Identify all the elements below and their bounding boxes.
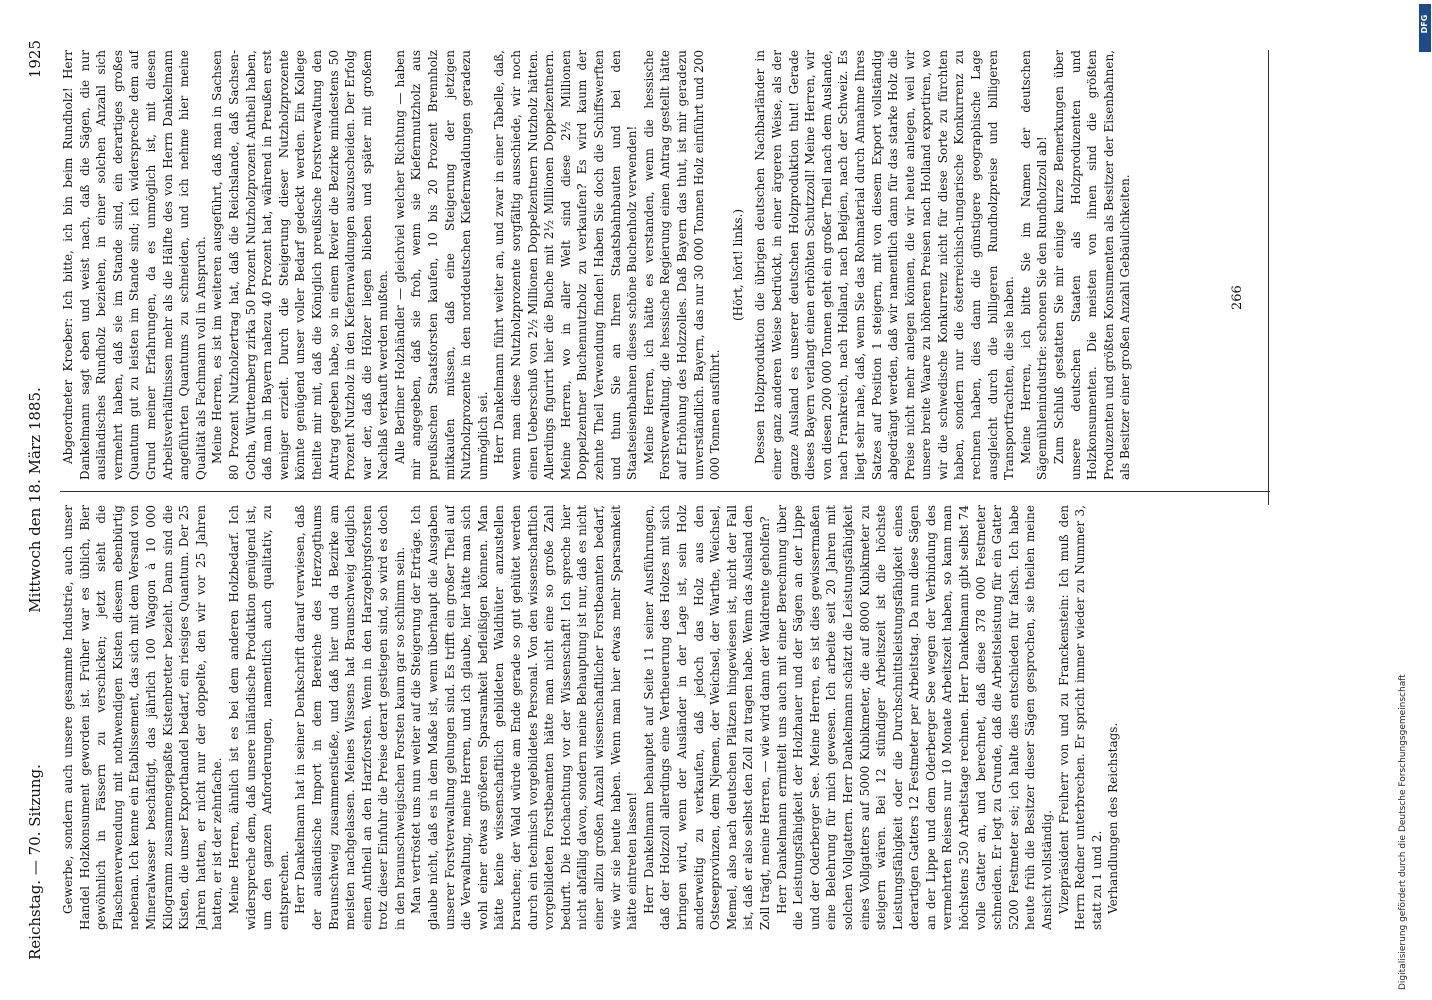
paragraph: Gewerbe, sondern auch unsere gesammte Industrie, auch unser Handel Holzkonsument geworden ist. Früher war es üblich, Bier gewöhnlich in Fässern zu verschicken; jetzt sieht die Flaschenverwendung mit nothwendigen Kisten diesem ebenbürtig nebenan. Ich kenne ein Etablissement, das sich mit dem Versand von Mineralwasser beschäftigt, das jährlich 100 Waggon à 10 000 Kilogramm zusammengepaßte Kistenbretter bezieht. Dann sind die Kisten, die unser Exporthandel bedarf, ein riesiges Quantum. Der 25 Jahren hatten, er nicht nur der doppelte, den wir vor 25 Jahren hatten, er ist der zehnfache. [61, 505, 225, 930]
header-page-number: 1925 [26, 40, 44, 79]
text-column-right [60, 50, 1230, 480]
paragraph: Vizepräsident Freiherr von und zu Franckenstein: Ich muß den Herrn Redner unterbrechen. Er spricht immer wieder zu Nummer 3, statt zu 1 und 2. [1056, 505, 1104, 930]
header-date: Mittwoch den 18. März 1885. [26, 387, 44, 613]
paragraph: Meine Herren, ich bitte Sie im Namen der deutschen Sägemühlenindustrie: schonen Sie den Rundholzzoll ab! [1018, 50, 1050, 480]
column-divider [60, 491, 1270, 492]
horizontal-rule [1268, 50, 1269, 505]
dfg-notice: Digitalisierung gefördert durch die Deutsche Forschungsgemeinschaft [1398, 674, 1408, 990]
paragraph: Herr Dankelmann hat in seiner Denkschrift darauf verwiesen, daß der ausländische Import in dem Bereiche des Herzogthums Braunschweig zusammenstieße, und daß hier und da Bezirke am meisten nachgelassen. Meines Wissens hat Braunschweig lediglich einen Antheil an den Harzforsten. Wenn in den Harzgebirgsforsten trotz dieser Einfuhr die Preise derart gestiegen sind, so wird es doch in den braunschweigischen Forsten kaum gar so schlimm sein. [293, 505, 407, 930]
paragraph: Zum Schluß gestatten Sie mir einige kurze Bemerkungen über unsere deutschen Staaten als Holzproduzenten und Holzkonsumenten. Die meisten von ihnen sind die größten Produzenten und größten Konsumenten als Besitzer der Eisenbahnen, als Besitzer einer großen Anzahl Gebäulichkeiten. [1052, 50, 1133, 480]
paragraph: Herr Dankelmann führt weiter an, und zwar in einer Tabelle, daß, wenn man diese Nutzholzprozente sorgfältig ausschiede, wir noch einen Ueberschuß von 2½ Millionen Doppelzentnern Nutzholz hätten. Allerdings figurirt hier die Buche mit 2½ Millionen Doppelzentnern. Meine Herren, wo in aller Welt sind diese 2½ Millionen Doppelzentner Buchennutzholz zu verkaufen? Es wird kaum der zehnte Theil Verwendung finden! Haben Sie doch die Schiffswerften und thun Sie an Ihren Staatsbahnbauten und bei den Staatseisenbahnen dieses schöne Buchenholz verwenden! [492, 50, 640, 480]
paragraph: Herr Dankelmann ermittelt uns auch mit einer Berechnung über die Leistungsfähigkeit der Holzhauer und der Sägen an der Lippe und der Oderberger See. Meine Herren, es ist dies gewissermaßen eine Belehrung für mich gewesen. Ich arbeite seit 20 Jahren mit solchen Vollgattern. Herr Dankelmann schätzt die Leistungsfähigkeit eines Vollgatters auf 5000 Kubikmeter, die auf 8000 Kubikmeter zu steigern wären. Bei 12 stündiger Arbeitszeit ist die höchste Leistungsfähigkeit oder die Durchschnittsleistungsfähigkeit eines derartigen Gatters 12 Festmeter per Arbeitstag. Da nun diese Sägen an der Lippe und dem Oderberger See wegen der Verbindung des vermehrten Reisens nur 10 Monate Arbeitszeit haben, so kann man höchstens 250 Arbeitstage rechnen. Herr Dankelmann gibt selbst 74 volle Gatter an, und berechnet, daß diese 378 000 Festmeter schneiden. Er legt zu Grunde, daß die Arbeitsleistung für ein Gatter 5200 Festmeter sei; ich halte dies entschieden für falsch. Ich habe heute früh die Besitzer dieser Sägen gesprochen, sie theilen meine Ansicht vollständig. [774, 505, 1055, 930]
paragraph: Meine Herren, ich hätte es verstanden, wenn die hessische Forstverwaltung, die hessische Regierung einen Antrag gestellt hätte auf Erhöhung des Holzzolles. Daß Bayern das thut, ist mir geradezu unverständlich. Bayern, das nur 30 000 Tonnen Holz einführt und 200 000 Tonnen ausführt. [641, 50, 723, 480]
paragraph: Man vertröstet uns nun weiter auf die Steigerung der Erträge. Ich glaube nicht, daß es in dem Maße ist, wenn überhaupt die Ausgaben unserer Forstverwaltung gelungen sind. Es trifft ein großer Theil auf die Verwaltung, meine Herren, und ich glaube, hier hätte man sich wohl einer etwas größeren Sparsamkeit befleißigen können. Man hätte keine wissenschaftlich gebildeten Waldhüter anzustellen brauchen; der Wald würde am Ende gerade so gut gehütet werden durch ein technisch vorgebildetes Personal. Von den wissenschaftlich vorgebildeten Forstbeamten hätte man nicht eine so große Zahl bedurft. Die Hochachtung vor der Wissenschaft! Ich spreche hier nicht abfällig davon, sondern meine Behauptung ist nur, daß es nicht einer allzu großen Anzahl wissenschaftlicher Forstbeamten bedarf, wie wir sie heute haben. Wenn man hier etwas mehr Sparsamkeit hätte eintreten lassen! [409, 505, 640, 930]
dfg-logo-label: DFG [1420, 14, 1429, 34]
paragraph: Herr Dankelmann behauptet auf Seite 11 seiner Ausführungen, daß der Holzzoll allerdings eine Vertheuerung des Holzes mit sich bringen wird, wenn der Ausländer in der Lage ist, sein Holz anderweitig zu verkaufen, daß jedoch das Holz aus den Ostseeprovinzen, dem Njemen, der Weichsel, der Warthe, Weichsel, Memel, also nach deutschen Plätzen hingewiesen ist, nicht der Fall ist, daß er also selbst den Zoll zu tragen habe. Wenn das Ausland den Zoll trägt, meine Herren, — wie wird dann der Waldrente geholfen? [641, 505, 772, 930]
page-header [22, 40, 52, 960]
paragraph: Alle Berliner Holzhändler — gleichviel welcher Richtung — haben mir angegeben, daß sie froh, wenn sie Kiefernnutzholz aus preußischen Staatsforsten kaufen, 10 bis 20 Prozent Brennholz mitkaufen müssen, daß eine Steigerung der jetzigen Nutzholzprozente in den norddeutschen Kiefernwaldungen geradezu unmöglich sei. [392, 50, 490, 480]
page-number: 266 [1230, 285, 1245, 310]
header-left: Reichstag. — 70. Sitzung. [26, 764, 44, 960]
text-column-left [60, 505, 1315, 930]
footer-note: Verhandlungen des Reichstags. [1106, 722, 1121, 914]
interjection: (Hört, hört! links.) [730, 208, 745, 322]
paragraph: Meine Herren, ähnlich ist es bei dem anderen Holzbedarf. Ich widerspreche dem, daß unsere inländische Produktion genügend ist, um den ganzen Anforderungen, namentlich auch qualitativ, zu entsprechen. [226, 505, 291, 930]
paragraph: Abgeordneter Kroeber: Ich bitte, ich bin beim Rundholz! Herr Dankelmann sagt eben und weist nach, daß die Sägen, die nur ausländisches Rundholz beziehen, in einer solchen Anzahl sich vermehrt haben, daß sie im Stande sind, ein derartiges großes Quantum gut zu leisten im Stande sind; ich widerspreche dem auf Grund meiner Erfahrungen, da es unmöglich ist, mit diesen Arbeitsverhältnissen mehr als die Hälfte des von Herrn Dankelmann angeführten Quantums zu schneiden, und ich nehme hier meine Qualität als Fachmann voll in Anspruch. [61, 50, 208, 480]
paragraph: Dessen Holzproduktion die übrigen deutschen Nachbarländer in einer ganz anderen Weise bedrückt, in einer ärgeren Weise, als der ganze Ausland es unserer deutschen Holzproduktion thut! Gerade dieses Bayern verlangt einen erhöhten Schutzzoll! Meine Herren, wir von diesen 200 000 Tonnen geht ein großer Theil nach dem Auslande, nach Frankreich, nach Holland, nach Belgien, nach der Schweiz. Es liegt sehr nahe, daß, wenn Sie das Rohmaterial durch Annahme Ihres Satzes auf Position 1 steigern, mit von diesem Export vollständig abgedrängt werden, daß wir namentlich dann für das starke Holz die Preise nicht mehr anlegen können, die wir heute anlegen, weil wir unsere breite Waare zu höheren Preisen nach Holland exportiren, wo wir die schwedische Konkurrenz nicht für diese Sorte zu fürchten haben, sondern nur die österreichisch-ungarische Konkurrenz zu rechnen haben, dies dann die günstigere geographische Lage ausgleicht durch die billigeren Rundholzpreise und billigeren Transportfrachten, die sie haben. [753, 50, 1017, 480]
paragraph: Meine Herren, es ist im weiteren ausgeführt, daß man in Sachsen 80 Prozent Nutzholzertrag hat, daß die Reichslande, daß Sachsen-Gotha, Württemberg zirka 50 Prozent Nutzholzprozent Antheil haben, daß man in Bayern nahezu 40 Prozent hat, während in Preußen erst weniger erzielt. Durch die Steigerung dieser Nutzholzprozente könnte genügend unser voller Bedarf gedeckt werden. Ein Kollege theilte mir mit, daß die Königlich preußische Forstverwaltung den Antrag gegeben habe, so in einem Revier die Bezirke mindestens 50 Prozent Nutzholz in den Kiefernwaldungen auszuscheiden. Der Erfolg war der, daß die Hölzer liegen blieben und später mit großem Nachlaß verkauft werden mußten. [210, 50, 391, 480]
